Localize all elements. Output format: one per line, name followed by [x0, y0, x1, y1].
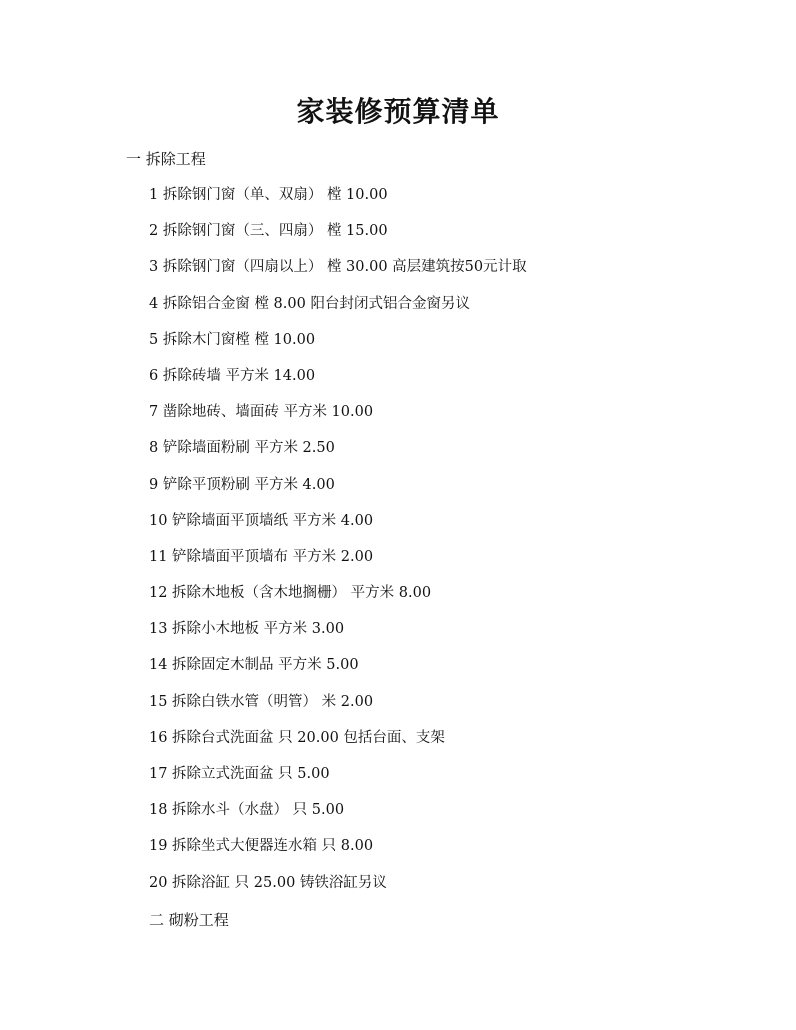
list-item: 18 拆除水斗（水盘） 只 5.00 — [149, 802, 345, 819]
list-item: 19 拆除坐式大便器连水箱 只 8.00 — [149, 838, 374, 855]
page-title: 家装修预算清单 — [296, 95, 500, 128]
list-item: 6 拆除砖墙 平方米 14.00 — [149, 367, 316, 384]
list-item: 20 拆除浴缸 只 25.00 铸铁浴缸另议 — [149, 874, 387, 891]
list-item: 1 拆除钢门窗（单、双扇） 樘 10.00 — [149, 187, 388, 203]
list-item: 5 拆除木门窗樘 樘 10.00 — [149, 331, 316, 348]
list-item: 11 铲除墙面平顶墙布 平方米 2.00 — [149, 548, 374, 565]
list-item: 12 拆除木地板（含木地搁栅） 平方米 8.00 — [149, 585, 432, 602]
list-item: 9 铲除平顶粉刷 平方米 4.00 — [149, 476, 335, 493]
list-item: 16 拆除台式洗面盆 只 20.00 包括台面、支架 — [149, 729, 445, 746]
section-heading-masonry: 二 砌粉工程 — [149, 911, 229, 929]
list-item: 3 拆除钢门窗（四扇以上） 樘 30.00 高层建筑按50元计取 — [149, 259, 527, 276]
list-item: 14 拆除固定木制品 平方米 5.00 — [149, 657, 359, 674]
list-item: 13 拆除小木地板 平方米 3.00 — [149, 621, 345, 638]
section-heading-demolition: 一 拆除工程 — [126, 150, 206, 168]
list-item: 17 拆除立式洗面盆 只 5.00 — [149, 766, 330, 782]
budget-item-list — [149, 184, 527, 908]
list-item: 4 拆除铝合金窗 樘 8.00 阳台封闭式铝合金窗另议 — [149, 295, 470, 312]
list-item: 10 铲除墙面平顶墙纸 平方米 4.00 — [149, 512, 374, 529]
list-item: 7 凿除地砖、墙面砖 平方米 10.00 — [149, 404, 374, 421]
list-item: 2 拆除钢门窗（三、四扇） 樘 15.00 — [149, 223, 388, 240]
list-item: 8 铲除墙面粉刷 平方米 2.50 — [149, 440, 335, 457]
list-item: 15 拆除白铁水管（明管） 米 2.00 — [149, 693, 374, 710]
